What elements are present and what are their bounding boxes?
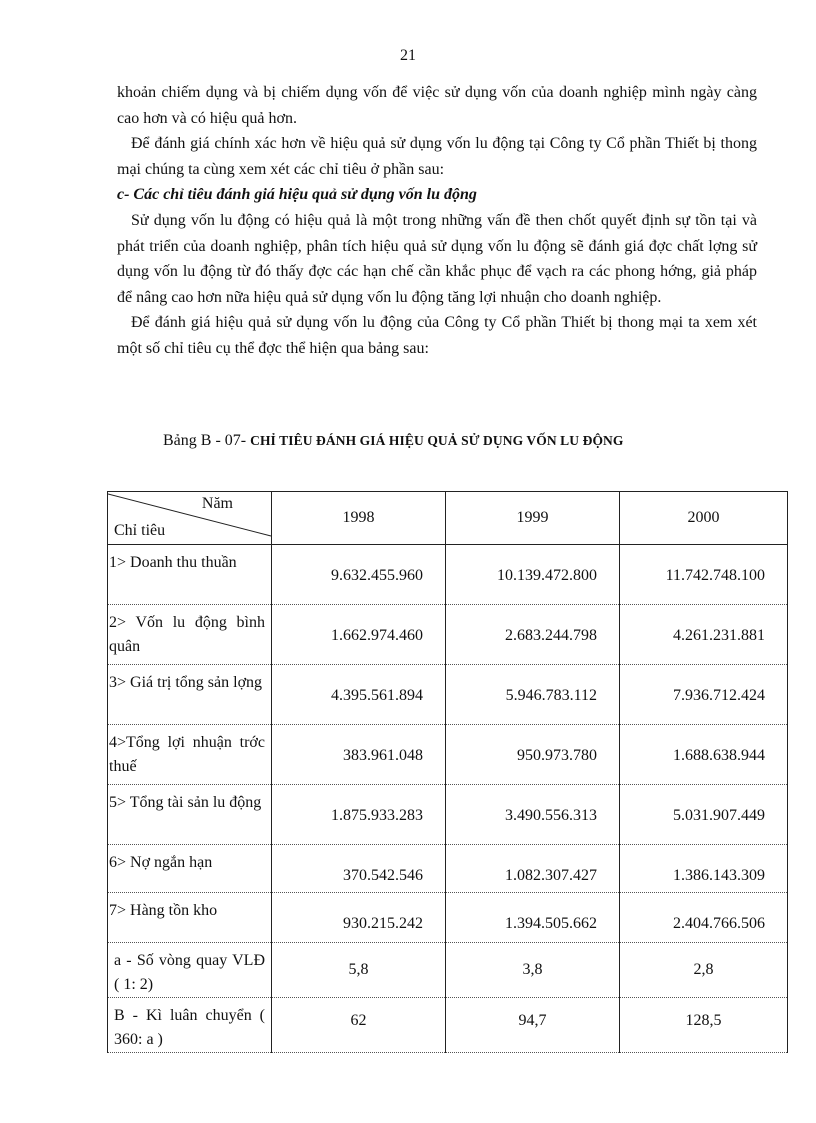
row-value: 930.215.242 [272,893,446,943]
row-value: 1.662.974.460 [272,605,446,665]
table-row [108,845,788,893]
row-value: 1.394.505.662 [446,893,620,943]
table-header-row [108,492,788,545]
paragraph-4: Để đánh giá hiệu quả sử dụng vốn lu động của Công ty Cổ phần Thiết bị thong mại ta xem xét một số chỉ tiêu cụ thể đợc thể hiện qua bảng sau: [117,314,757,357]
table-row [108,893,788,943]
row-value: 3.490.556.313 [446,785,620,845]
header-year-2000: 2000 [620,492,788,545]
row-label: 5> Tổng tài sản lu động [108,785,272,845]
table-row [108,998,788,1053]
header-year-label: Năm [201,495,233,512]
indicator-table [107,491,788,1053]
row-value: 3,8 [446,943,620,998]
row-value: 9.632.455.960 [272,545,446,605]
row-value: 383.961.048 [272,725,446,785]
table-row [108,943,788,998]
table-row [108,665,788,725]
table-row [108,545,788,605]
row-value: 7.936.712.424 [620,665,788,725]
row-label: 2> Vốn lu động bình quân [108,605,272,665]
row-value: 2.404.766.506 [620,893,788,943]
paragraph-3: Sử dụng vốn lu động có hiệu quả là một trong những vấn đề then chốt quyết định sự tồn tại và phát triển của doanh nghiệp, phân tích hiệu quả sử dụng vốn lu động sẽ đánh giá đợc chất lợng sử dụng vốn lu động từ đó thấy đợc các hạn chế cần khắc phục để vạch ra các phong hớng, giả pháp để nâng cao hơn nữa hiệu quả sử dụng vốn lu động tăng lợi nhuận cho doanh nghiệp. [117,211,757,306]
row-value: 1.875.933.283 [272,785,446,845]
paragraph-2: Để đánh giá chính xác hơn về hiệu quả sử dụng vốn lu động tại Công ty Cổ phần Thiết bị thong mại chúng ta cùng xem xét các chỉ tiêu ở phần sau: [117,135,757,178]
header-year-1999: 1999 [446,492,620,545]
row-value: 62 [272,998,446,1053]
table-caption-prefix: Bảng B - 07- [163,432,247,449]
paragraph-1: khoản chiếm dụng và bị chiếm dụng vốn để việc sử dụng vốn của doanh nghiệp mình ngày càng cao hơn và có hiệu quả hơn. [117,84,757,127]
table-caption [163,432,624,450]
row-value: 370.542.546 [272,845,446,893]
row-label: B - Kì luân chuyển ( 360: a ) [108,998,272,1053]
header-diagonal-cell [108,492,272,545]
row-value: 5.031.907.449 [620,785,788,845]
row-value: 2.683.244.798 [446,605,620,665]
row-value: 1.386.143.309 [620,845,788,893]
row-value: 5,8 [272,943,446,998]
row-value: 1.082.307.427 [446,845,620,893]
row-value: 5.946.783.112 [446,665,620,725]
body-text [117,80,757,362]
row-label: 6> Nợ ngắn hạn [108,845,272,893]
row-label: 4>Tổng lợi nhuận trớc thuế [108,725,272,785]
table-row [108,725,788,785]
section-heading: c- Các chỉ tiêu đánh giá hiệu quả sử dụng vốn lu động [117,186,477,204]
row-value: 1.688.638.944 [620,725,788,785]
row-value: 2,8 [620,943,788,998]
table-row [108,785,788,845]
page-number: 21 [400,47,416,64]
row-value: 10.139.472.800 [446,545,620,605]
table-row [108,605,788,665]
row-value: 950.973.780 [446,725,620,785]
row-value: 4.395.561.894 [272,665,446,725]
row-label: 1> Doanh thu thuần [108,545,272,605]
header-year-1998: 1998 [272,492,446,545]
row-value: 4.261.231.881 [620,605,788,665]
row-value: 94,7 [446,998,620,1053]
row-label: a - Số vòng quay VLĐ ( 1: 2) [108,943,272,998]
row-value: 11.742.748.100 [620,545,788,605]
row-value: 128,5 [620,998,788,1053]
table-caption-title: CHỈ TIÊU ĐÁNH GIÁ HIỆU QUẢ SỬ DỤNG VỐN LU ĐỘNG [250,433,624,448]
row-label: 7> Hàng tồn kho [108,893,272,943]
header-indicator-label: Chỉ tiêu [114,522,166,539]
row-label: 3> Giá trị tổng sản lợng [108,665,272,725]
